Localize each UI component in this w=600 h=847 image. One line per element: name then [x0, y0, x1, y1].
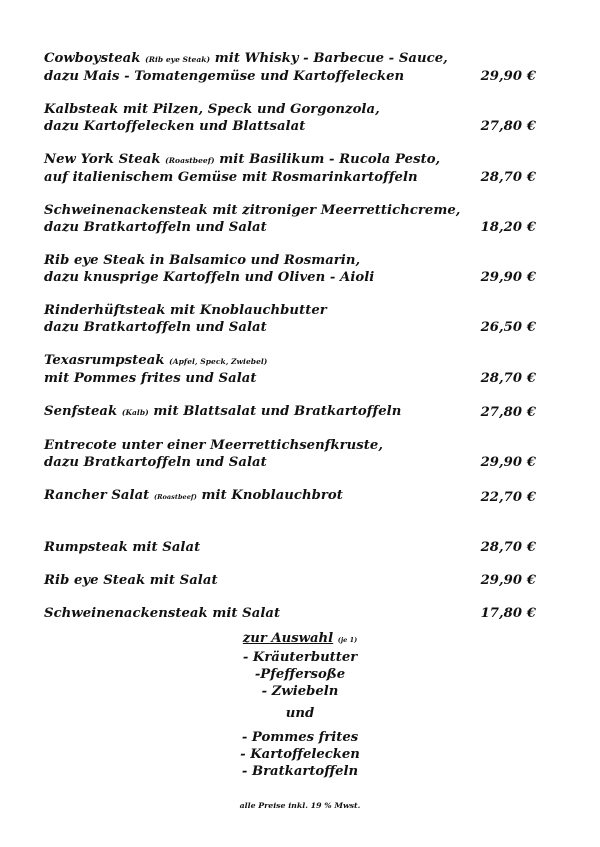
description-line [44, 539, 474, 556]
description-line [44, 352, 474, 370]
menu-item-price: 27,80 € [480, 405, 536, 420]
side-option: - Kartoffelecken [240, 747, 360, 762]
description-line [44, 202, 474, 219]
menu-item-price: 17,80 € [480, 606, 536, 621]
menu-item-price: 29,90 € [480, 455, 536, 470]
description-line [44, 572, 474, 589]
dish-text: dazu Bratkartoffeln und Salat [44, 220, 267, 235]
dish-note: (Rib eye Steak) [145, 55, 211, 64]
menu-item-price: 26,50 € [480, 320, 536, 335]
menu-item-price: 28,70 € [480, 371, 536, 386]
menu-item-price: 28,70 € [480, 540, 536, 555]
description-line [44, 454, 474, 471]
description-line [44, 252, 474, 269]
menu-item-description [44, 302, 474, 336]
menu-item-cowboysteak [44, 50, 544, 85]
dish-name: Rancher Salat [44, 488, 154, 503]
dish-text: mit Pommes frites und Salat [44, 371, 257, 386]
dish-name: Rib eye Steak in Balsamico und Rosmarin, [44, 253, 361, 268]
dish-name: Rib eye Steak mit Salat [44, 573, 218, 588]
menu-item-schweinenackensteak-creme [44, 202, 544, 236]
menu-item-description [44, 352, 474, 387]
dish-name: Entrecote unter einer Meerrettichsenfkruste, [44, 438, 384, 453]
menu-item-description [44, 202, 474, 236]
menu-item-new-york-steak [44, 151, 544, 186]
choice-heading: zur Auswahl [242, 631, 334, 646]
menu-item-senfsteak [44, 403, 544, 421]
description-line [44, 437, 474, 454]
menu-item-description [44, 50, 474, 85]
menu-item-description [44, 101, 474, 135]
dish-name: Schweinenackensteak mit Salat [44, 606, 281, 621]
choice-heading-note: (je 1) [337, 636, 358, 644]
menu-item-description [44, 252, 474, 286]
choice-option: - Zwiebeln [261, 684, 339, 699]
description-line [44, 403, 474, 421]
side-option: - Bratkartoffeln [241, 764, 359, 779]
menu-item-entrecote [44, 437, 544, 471]
menu-item-description [44, 605, 474, 622]
menu-item-rib-eye-salat [44, 572, 544, 589]
dish-name: Rinderhüftsteak mit Knoblauchbutter [44, 303, 327, 318]
menu-list [44, 50, 544, 622]
description-line [44, 118, 474, 135]
menu-item-kalbsteak [44, 101, 544, 135]
menu-item-description [44, 572, 474, 589]
dish-text: mit Blattsalat und Bratkartoffeln [148, 404, 402, 419]
side-option: - Pommes frites [241, 730, 359, 745]
menu-item-price: 22,70 € [480, 490, 536, 505]
menu-item-rib-eye-balsamico [44, 252, 544, 286]
dish-note: (Roastbeef) [153, 493, 197, 501]
description-line [44, 370, 474, 387]
menu-item-price: 18,20 € [480, 220, 536, 235]
description-line [44, 169, 474, 186]
menu-item-description [44, 151, 474, 186]
menu-item-texasrumpsteak [44, 352, 544, 387]
dish-name: Texasrumpsteak [44, 353, 170, 368]
menu-item-price: 28,70 € [480, 170, 536, 185]
description-line [44, 50, 474, 68]
dish-text: mit Basilikum - Rucola Pesto, [214, 152, 441, 167]
dish-name: Schweinenackensteak mit zitroniger Meerrettichcreme, [44, 203, 461, 218]
menu-item-schweinenackensteak-salat [44, 605, 544, 622]
description-line [44, 302, 474, 319]
description-line [44, 605, 474, 622]
choice-option: -Pfeffersoße [254, 667, 346, 682]
choice-section [0, 630, 600, 780]
description-line [44, 319, 474, 336]
dish-note: (Kalb) [121, 408, 149, 417]
menu-item-price: 29,90 € [480, 573, 536, 588]
menu-item-rancher-salat [44, 487, 544, 506]
choice-connector: und [285, 706, 315, 721]
menu-item-price: 29,90 € [480, 69, 536, 84]
description-line [44, 269, 474, 286]
description-line [44, 487, 474, 506]
menu-item-description [44, 403, 474, 421]
price-note: alle Preise inkl. 19 % Mwst. [239, 801, 361, 810]
dish-name: Kalbsteak mit Pilzen, Speck und Gorgonzola, [44, 102, 380, 117]
menu-item-description [44, 539, 474, 556]
menu-item-rumpsteak-salat [44, 539, 544, 556]
dish-text: dazu Kartoffelecken und Blattsalat [44, 119, 306, 134]
menu-item-description [44, 487, 474, 506]
dish-name: Senfsteak [44, 404, 122, 419]
choice-heading-row [0, 630, 600, 649]
dish-text: dazu Mais - Tomatengemüse und Kartoffelecken [44, 69, 405, 84]
choice-option: - Kräuterbutter [242, 650, 358, 665]
dish-text: auf italienischem Gemüse mit Rosmarinkartoffeln [44, 170, 418, 185]
description-line [44, 68, 474, 85]
menu-item-description [44, 437, 474, 471]
description-line [44, 101, 474, 118]
dish-text: mit Knoblauchbrot [196, 488, 343, 503]
dish-text: dazu Bratkartoffeln und Salat [44, 320, 267, 335]
menu-item-price: 29,90 € [480, 270, 536, 285]
dish-note: (Apfel, Speck, Zwiebel) [169, 357, 268, 366]
dish-text: mit Whisky - Barbecue - Sauce, [210, 51, 448, 66]
dish-name: Rumpsteak mit Salat [44, 540, 201, 555]
menu-item-rinderhueftsteak [44, 302, 544, 336]
menu-item-price: 27,80 € [480, 119, 536, 134]
description-line [44, 151, 474, 169]
dish-note: (Roastbeef) [165, 156, 215, 165]
dish-name: New York Steak [44, 152, 166, 167]
dish-name: Cowboysteak [44, 51, 146, 66]
description-line [44, 219, 474, 236]
dish-text: dazu Bratkartoffeln und Salat [44, 455, 267, 470]
dish-text: dazu knusprige Kartoffeln und Oliven - Aioli [44, 270, 375, 285]
